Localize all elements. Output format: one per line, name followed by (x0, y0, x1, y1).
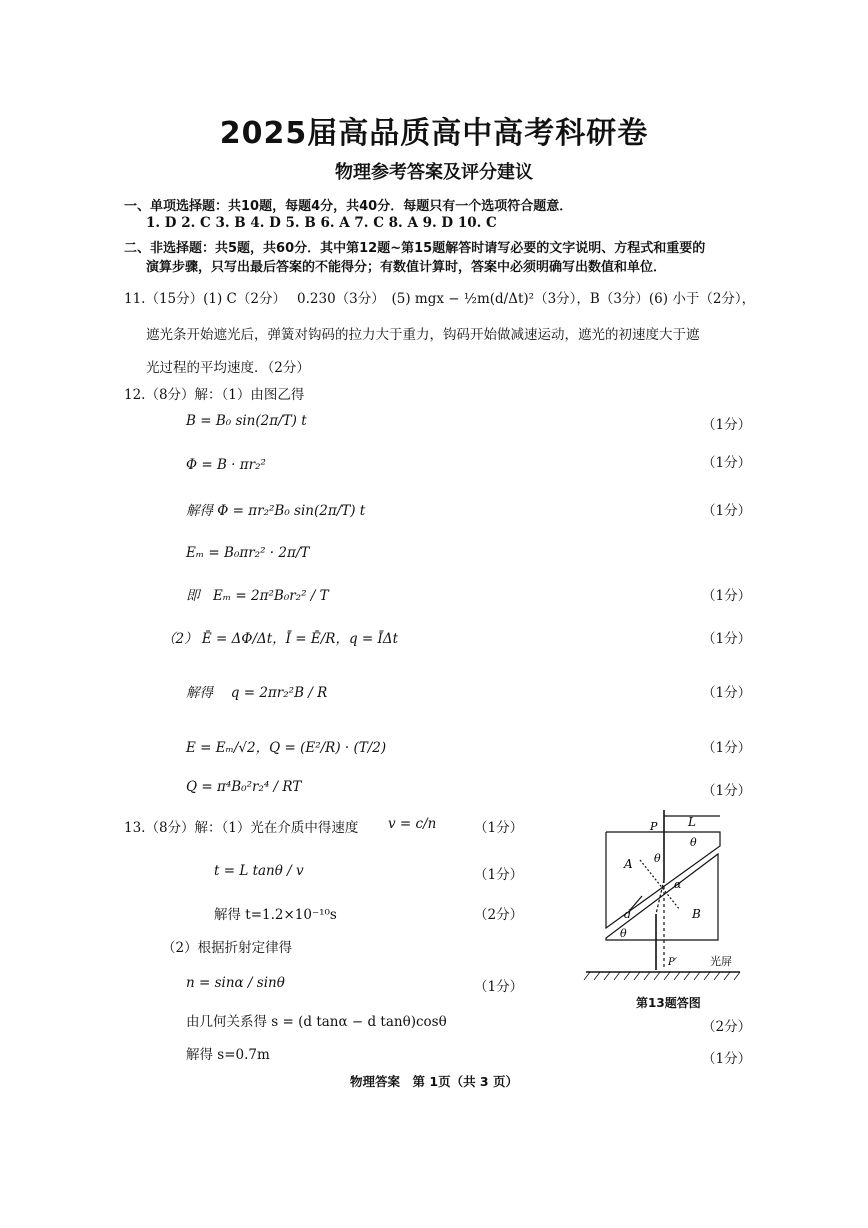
q13-eq4: n = sinα / sinθ (186, 975, 285, 991)
page-subtitle: 物理参考答案及评分建议 (335, 162, 533, 183)
q13-eq2: t = L tanθ / v (214, 863, 304, 879)
q13-score4: （1分） (474, 979, 524, 995)
fig-label-d: d (624, 908, 632, 921)
q13-score3: （2分） (474, 907, 524, 923)
q12-eq8: E = Eₘ/√2，Q = (E²/R) · (T/2) (186, 740, 387, 756)
page-footer: 物理答案 第 1页（共 3 页） (350, 1074, 518, 1089)
fig-label-B: B (692, 907, 701, 921)
fig-label-theta-mid: θ (654, 852, 661, 865)
q13-score6: （1分） (702, 1051, 752, 1067)
q11-line1: 11.（15分）(1) C（2分） 0.230（3分） (5) mgx − ½m(d/Δt)²（3分），B（3分）(6) 小于（2分）， (124, 291, 756, 307)
q12-score4: （1分） (702, 588, 752, 604)
page-title: 2025届高品质高中高考科研卷 (219, 116, 649, 151)
q13-part2: （2）根据折射定律得 (162, 940, 293, 956)
fig-label-alpha: α (674, 878, 682, 891)
fig-label-L: L (688, 815, 696, 829)
q12-eq7: 解得 q = 2πr₂²B / R (186, 685, 328, 701)
q12-eq1: B = B₀ sin(2π/T) t (186, 413, 307, 429)
q13-score1: （1分） (474, 820, 524, 836)
q12-score2: （1分） (702, 455, 752, 471)
q13-eq1: v = c/n (388, 816, 437, 832)
q12-eq6: （2） Ē = ΔΦ/Δt，Ī = Ē/R，q = ĪΔt (162, 631, 399, 647)
q12-header: 12.（8分）解：（1）由图乙得 (124, 387, 305, 403)
q13-figure (580, 810, 750, 995)
q12-score6: （1分） (702, 685, 752, 701)
q11-line2: 遮光条开始遮光后，弹簧对钩码的拉力大于重力，钩码开始做减速运动，遮光的初速度大于遮 (146, 327, 700, 343)
q13-header: 13.（8分）解：（1）光在介质中得速度 (124, 820, 359, 836)
q13-score2: （1分） (474, 867, 524, 883)
fig-label-screen: 光屏 (710, 955, 732, 968)
section1-answers: 1. D 2. C 3. B 4. D 5. B 6. A 7. C 8. A 9. D 10. C (146, 215, 497, 231)
section1-heading: 一、单项选择题：共10题，每题4分，共40分．每题只有一个选项符合题意． (124, 199, 573, 214)
q12-eq3: 解得 Φ = πr₂²B₀ sin(2π/T) t (186, 503, 366, 519)
q13-eq5: 由几何关系得 s = (d tanα − d tanθ)cosθ (186, 1014, 447, 1030)
section2-heading-line1: 二、非选择题：共5题，共60分．其中第12题~第15题解答时请写必要的文字说明、方程式和重要的 (124, 241, 706, 256)
fig-label-A: A (624, 857, 633, 871)
q12-eq9: Q = π⁴B₀²r₂⁴ / RT (186, 779, 302, 795)
fig-label-P: P (650, 820, 658, 833)
figure-caption: 第13题答图 (636, 996, 701, 1010)
q13-score5: （2分） (702, 1019, 752, 1035)
fig-label-theta-top: θ (690, 836, 697, 849)
q12-score7: （1分） (702, 740, 752, 756)
q12-eq4: Eₘ = B₀πr₂² · 2π/T (186, 545, 310, 561)
fig-label-theta-bottom: θ (620, 927, 627, 940)
q12-eq2: Φ = B · πr₂² (186, 457, 266, 473)
q11-line3: 光过程的平均速度．（2分） (146, 360, 310, 376)
q12-eq5: 即 Eₘ = 2π²B₀r₂² / T (186, 588, 329, 604)
section2-heading-line2: 演算步骤，只写出最后答案的不能得分；有数值计算时，答案中必须明确写出数值和单位． (146, 260, 667, 275)
q12-score3: （1分） (702, 503, 752, 519)
q12-score5: （1分） (702, 631, 752, 647)
fig-label-Pprime: P′ (668, 957, 677, 968)
q12-score1: （1分） (702, 417, 752, 433)
q13-eq6: 解得 s=0.7m (186, 1047, 270, 1063)
q12-score8: （1分） (702, 783, 752, 799)
q13-eq3: 解得 t=1.2×10⁻¹⁰s (214, 907, 337, 923)
